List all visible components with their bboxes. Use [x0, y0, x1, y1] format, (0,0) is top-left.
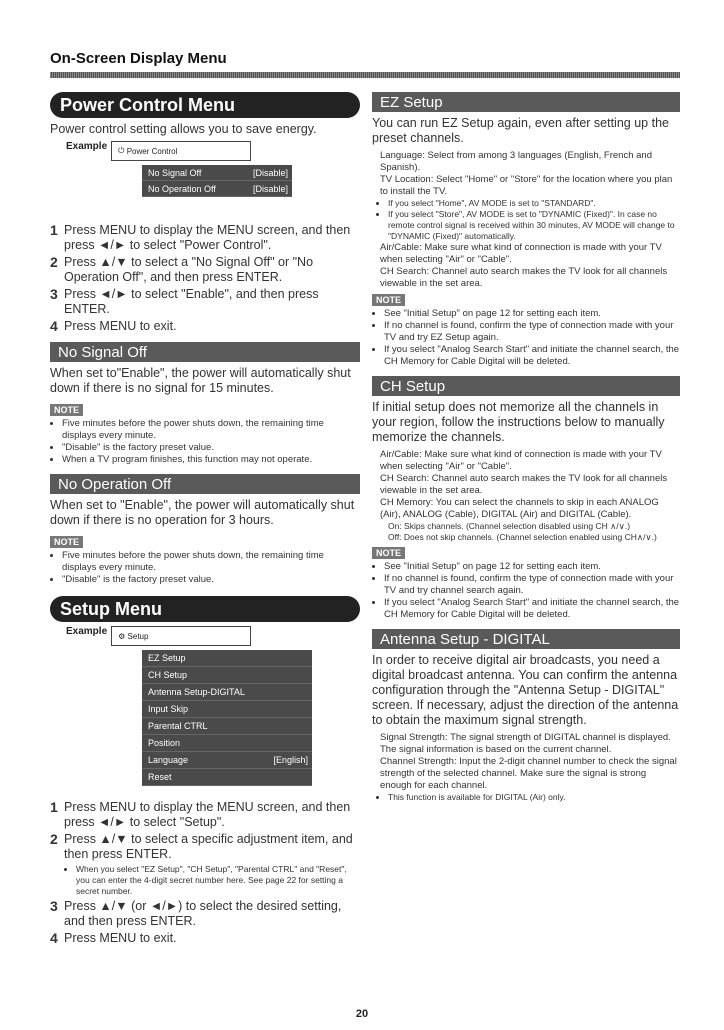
- power-menu-screen: [142, 165, 292, 197]
- menu-row: [142, 752, 312, 769]
- note-tag: NOTE: [50, 536, 83, 548]
- ch-setup-text: If initial setup does not memorize all the channels in your region, follow the instructions below to manually memorize the channels.: [372, 400, 665, 444]
- menu-row: [142, 650, 312, 667]
- setup-step: 4 Press MENU to exit.: [50, 930, 177, 946]
- step-text: Press ▲/▼ (or ◄/►) to select the desired setting, and then press ENTER.: [64, 899, 342, 928]
- note-item: • "Disable" is the factory preset value.: [62, 574, 360, 586]
- antenna-text: In order to receive digital air broadcasts, you need a digital broadcast antenna. You can confirm the antenna configuration through the "Antenna Setup - DIGITAL" screen. If necessary, adjust the direction of the antenna to obtain the maximum signal strength.: [372, 653, 679, 727]
- menu-row: [142, 165, 292, 181]
- no-signal-text: When set to"Enable", the power will automatically shut down if there is no signal for 15 minutes.: [50, 366, 351, 395]
- power-step: 3 Press ◄/► to select "Enable", and then press ENTER.: [50, 287, 360, 317]
- power-example: [66, 141, 360, 161]
- row-value: [Disable]: [252, 183, 288, 194]
- no-operation-text: When set to "Enable", the power will automatically shut down if there is no operation for 3 hours.: [50, 498, 355, 527]
- tv-note: • If you select "Home", AV MODE is set to "STANDARD".: [388, 198, 680, 209]
- power-icon: ⏻: [118, 146, 127, 155]
- menu-row: [142, 735, 312, 752]
- setup-step: 2 Press ▲/▼ to select a specific adjustment item, and then press ENTER.: [50, 832, 360, 862]
- note-item: • When a TV program finishes, this function may not operate.: [62, 454, 360, 466]
- row-label: Position: [148, 738, 181, 748]
- note-item: • Five minutes before the power shuts down, the remaining time displays every minute.: [62, 418, 360, 442]
- note-item: • If no channel is found, confirm the type of connection made with your TV and try EZ Setup again.: [384, 320, 680, 344]
- step-text: Press ◄/► to select "Enable", and then press ENTER.: [64, 287, 319, 316]
- ez-language: Language: Select from among 3 languages (English, French and Spanish).: [380, 150, 652, 173]
- power-step: 2 Press ▲/▼ to select a "No Signal Off" or "No Operation Off", and then press ENTER.: [50, 255, 360, 285]
- row-label: Antenna Setup-DIGITAL: [148, 687, 245, 697]
- note-tag: NOTE: [372, 294, 405, 306]
- row-label: Language: [148, 755, 189, 765]
- menu-row: [142, 684, 312, 701]
- note-item: • "Disable" is the factory preset value.: [62, 442, 360, 454]
- step-note: • When you select "EZ Setup", "CH Setup", "Parental CTRL" and "Reset", you can enter the 4-digit secret number here. See page 22 for setting a secret number.: [76, 864, 360, 897]
- power-control-title: Power Control Menu: [50, 92, 360, 118]
- step-text: Press MENU to exit.: [64, 319, 177, 333]
- note-item: • Five minutes before the power shuts down, the remaining time displays every minute.: [62, 550, 360, 574]
- ch-memory-on: On: Skips channels. (Channel selection disabled using CH ∧/∨.): [388, 521, 631, 531]
- step-text: Press MENU to display the MENU screen, and then press ◄/► to select "Setup".: [64, 800, 351, 829]
- page-number: 20: [355, 1008, 369, 1020]
- note-item: • See "Initial Setup" on page 12 for setting each item.: [384, 561, 680, 573]
- channel-strength: Channel Strength: Input the 2-digit channel number to check the signal strength of the selected channel. Make sure the signal is strong enough for each channel.: [380, 756, 677, 791]
- power-step: 1 Press MENU to display the MENU screen, and then press ◄/► to select "Power Control".: [50, 223, 360, 253]
- note-tag: NOTE: [372, 547, 405, 559]
- row-label: Reset: [148, 772, 172, 782]
- left-column: [50, 92, 360, 948]
- menu-row: [142, 718, 312, 735]
- antenna-note: • This function is available for DIGITAL (Air) only.: [388, 792, 680, 803]
- menu-row: [142, 769, 312, 786]
- step-text: Press ▲/▼ to select a specific adjustment item, and then press ENTER.: [64, 832, 353, 861]
- tv-note: • If you select "Store", AV MODE is set to "DYNAMIC (Fixed)". In case no remote control signal is received within 30 minutes, AV MODE will change to "DYNAMIC (Fixed)" automatically.: [388, 209, 680, 242]
- row-label: No Signal Off: [148, 167, 202, 178]
- antenna-setup-title: Antenna Setup - DIGITAL: [372, 629, 680, 649]
- power-step: 4 Press MENU to exit.: [50, 318, 177, 334]
- example-box: [111, 141, 251, 161]
- menu-row: [142, 181, 292, 197]
- ez-tv-location: TV Location: Select "Home" or "Store" for the location where you plan to install the TV.: [380, 174, 673, 197]
- row-label: Parental CTRL: [148, 721, 208, 731]
- example-box: [111, 626, 251, 646]
- row-label: CH Setup: [148, 670, 188, 680]
- setup-step: 3 Press ▲/▼ (or ◄/►) to select the desired setting, and then press ENTER.: [50, 899, 360, 929]
- ch-memory-off: Off: Does not skip channels. (Channel selection enabled using CH∧/∨.): [388, 532, 657, 542]
- setup-menu-title: Setup Menu: [50, 596, 360, 622]
- example-item: Setup: [127, 631, 149, 641]
- row-value: [English]: [273, 755, 308, 765]
- example-item: Power Control: [126, 146, 178, 156]
- right-column: [372, 92, 680, 803]
- no-signal-off-title: No Signal Off: [50, 342, 360, 362]
- step-text: Press MENU to display the MENU screen, and then press ◄/► to select "Power Control".: [64, 223, 351, 252]
- ch-memory: CH Memory: You can select the channels to skip in each ANALOG (Air), ANALOG (Cable), DIGITAL (Air) and DIGITAL (Cable).: [380, 497, 659, 520]
- row-label: Input Skip: [148, 704, 189, 714]
- row-label: EZ Setup: [148, 653, 186, 663]
- row-value: [Disable]: [252, 167, 288, 178]
- step-text: Press ▲/▼ to select a "No Signal Off" or "No Operation Off", and then press ENTER.: [64, 255, 314, 284]
- ez-text: You can run EZ Setup again, even after setting up the preset channels.: [372, 116, 669, 145]
- ez-ch-search: CH Search: Channel auto search makes the TV look for all channels viewable in the set area.: [380, 266, 668, 289]
- setup-menu-screen: [142, 650, 312, 786]
- step-text: Press MENU to exit.: [64, 931, 177, 945]
- header-rule: [50, 72, 680, 78]
- ch-setup-title: CH Setup: [372, 376, 680, 396]
- row-label: No Operation Off: [148, 183, 216, 194]
- note-tag: NOTE: [50, 404, 83, 416]
- no-operation-off-title: No Operation Off: [50, 474, 360, 494]
- signal-strength: Signal Strength: The signal strength of DIGITAL channel is displayed. The signal information is based on the current channel.: [380, 732, 671, 755]
- page-header: On-Screen Display Menu: [50, 50, 227, 67]
- ez-air-cable: Air/Cable: Make sure what kind of connection is made with your TV when selecting "Air" or "Cable".: [380, 242, 662, 265]
- example-label: Example: [66, 141, 108, 152]
- note-item: • If you select "Analog Search Start" and initiate the channel search, the CH Memory for Cable Digital will be deleted.: [384, 344, 680, 368]
- ez-setup-title: EZ Setup: [372, 92, 680, 112]
- menu-row: [142, 701, 312, 718]
- ch-air-cable: Air/Cable: Make sure what kind of connection is made with your TV when selecting "Air" or "Cable".: [380, 449, 662, 472]
- example-label: Example: [66, 626, 108, 637]
- note-item: • If you select "Analog Search Start" and initiate the channel search, the CH Memory for Cable Digital will be deleted.: [384, 597, 680, 621]
- setup-icon: ⚙: [118, 631, 128, 641]
- setup-step: 1 Press MENU to display the MENU screen, and then press ◄/► to select "Setup".: [50, 800, 360, 830]
- ch-search: CH Search: Channel auto search makes the TV look for all channels viewable in the set area.: [380, 473, 668, 496]
- note-item: • If no channel is found, confirm the type of connection made with your TV and try channel search again.: [384, 573, 680, 597]
- power-intro: Power control setting allows you to save energy.: [50, 122, 317, 136]
- note-item: • See "Initial Setup" on page 12 for setting each item.: [384, 308, 680, 320]
- setup-example: [66, 626, 360, 646]
- menu-row: [142, 667, 312, 684]
